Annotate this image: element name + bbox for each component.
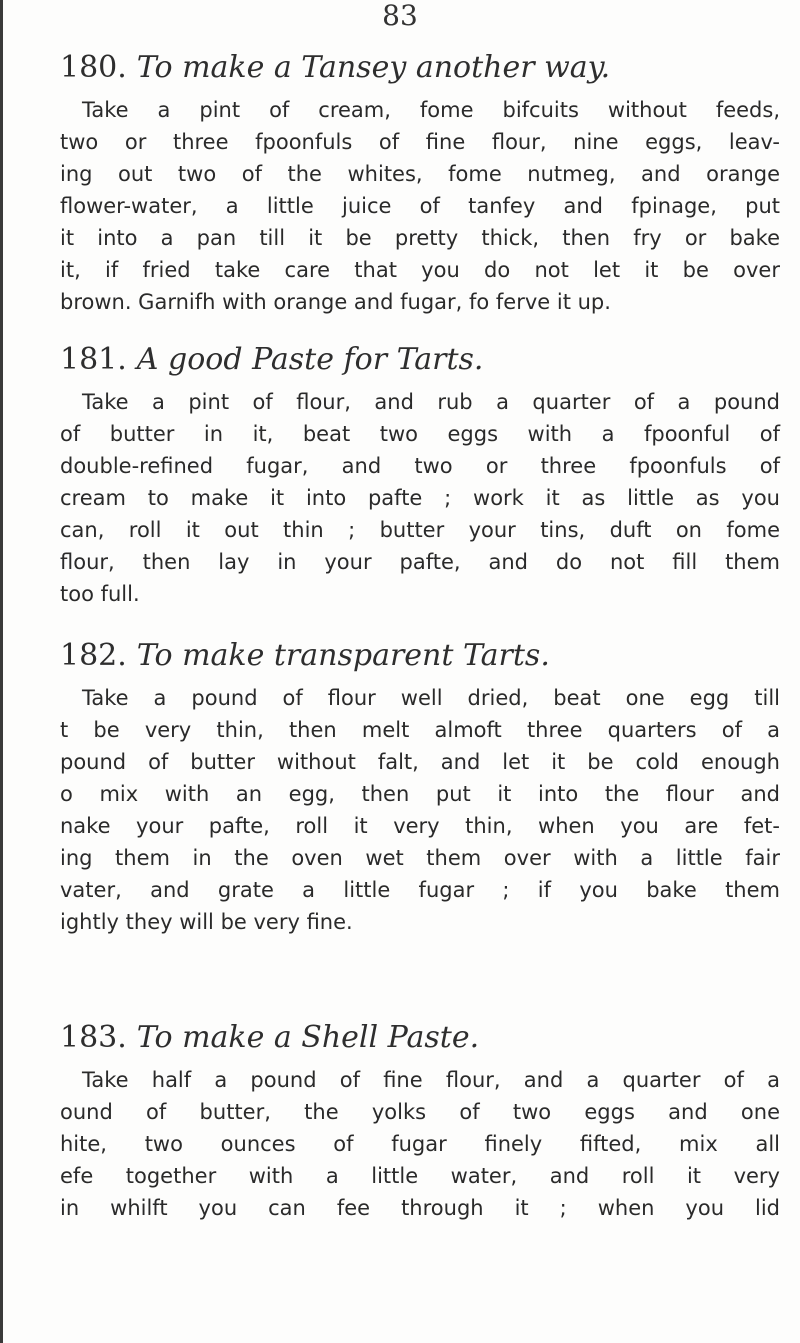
recipe-180 (60, 48, 780, 318)
recipe-number: 183. (60, 1020, 127, 1055)
recipe-name: To make a Tansey another way. (136, 50, 611, 85)
text-line: hite, two ounces of fugar finely fifted, mix all (60, 1132, 780, 1156)
text-line: it, if fried take care that you do not let it be over (60, 258, 780, 282)
text-line: too full. (60, 582, 140, 606)
recipe-title (60, 48, 780, 88)
text-line: t be very thin, then melt almoft three quarters of a (60, 718, 780, 742)
recipe-181 (60, 340, 780, 610)
text-line: flower-water, a little juice of tanfey and fpinage, put (60, 194, 780, 218)
recipe-text (60, 682, 780, 938)
text-line: pound of butter without falt, and let it be cold enough (60, 750, 780, 774)
recipe-name: To make transparent Tarts. (136, 638, 550, 673)
recipe-number: 180. (60, 50, 127, 85)
text-line: o mix with an egg, then put it into the flour and (60, 782, 780, 806)
recipe-text (60, 386, 780, 610)
recipe-number: 181. (60, 342, 127, 377)
text-line: ing them in the oven wet them over with a little fair (60, 846, 780, 870)
text-line: can, roll it out thin ; butter your tins, duft on fome (60, 518, 780, 542)
text-line: nake your pafte, roll it very thin, when you are fet- (60, 814, 780, 838)
text-line: ing out two of the whites, fome nutmeg, and orange (60, 162, 780, 186)
recipe-title (60, 340, 780, 380)
text-line: efe together with a little water, and roll it very (60, 1164, 780, 1188)
recipe-number: 182. (60, 638, 127, 673)
text-line: Take half a pound of fine flour, and a quarter of a (82, 1068, 780, 1092)
recipe-title (60, 1018, 780, 1058)
page-edge-shadow (0, 0, 3, 1343)
text-line: Take a pint of flour, and rub a quarter of a pound (82, 390, 780, 414)
text-line: of butter in it, beat two eggs with a fpoonful of (60, 422, 780, 446)
text-line: flour, then lay in your pafte, and do not fill them (60, 550, 780, 574)
text-line: ightly they will be very fine. (60, 910, 353, 934)
recipe-183 (60, 1018, 780, 1224)
recipe-text (60, 1064, 780, 1224)
text-line: double-refined fugar, and two or three fpoonfuls of (60, 454, 780, 478)
text-line: Take a pound of flour well dried, beat one egg till (82, 686, 780, 710)
text-line: ound of butter, the yolks of two eggs and one (60, 1100, 780, 1124)
text-line: it into a pan till it be pretty thick, then fry or bake (60, 226, 780, 250)
recipe-182 (60, 636, 780, 938)
text-line: Take a pint of cream, fome bifcuits without feeds, (82, 98, 780, 122)
text-line: vater, and grate a little fugar ; if you bake them (60, 878, 780, 902)
text-line: brown. Garnifh with orange and fugar, fo ferve it up. (60, 290, 611, 314)
recipe-title (60, 636, 780, 676)
page-number: 83 (382, 0, 418, 32)
text-line: in whilft you can fee through it ; when you lid (60, 1196, 780, 1220)
recipe-name: To make a Shell Paste. (136, 1020, 480, 1055)
recipe-text (60, 94, 780, 318)
text-line: cream to make it into pafte ; work it as little as you (60, 486, 780, 510)
text-line: two or three fpoonfuls of fine flour, nine eggs, leav- (60, 130, 780, 154)
recipe-name: A good Paste for Tarts. (136, 342, 484, 377)
